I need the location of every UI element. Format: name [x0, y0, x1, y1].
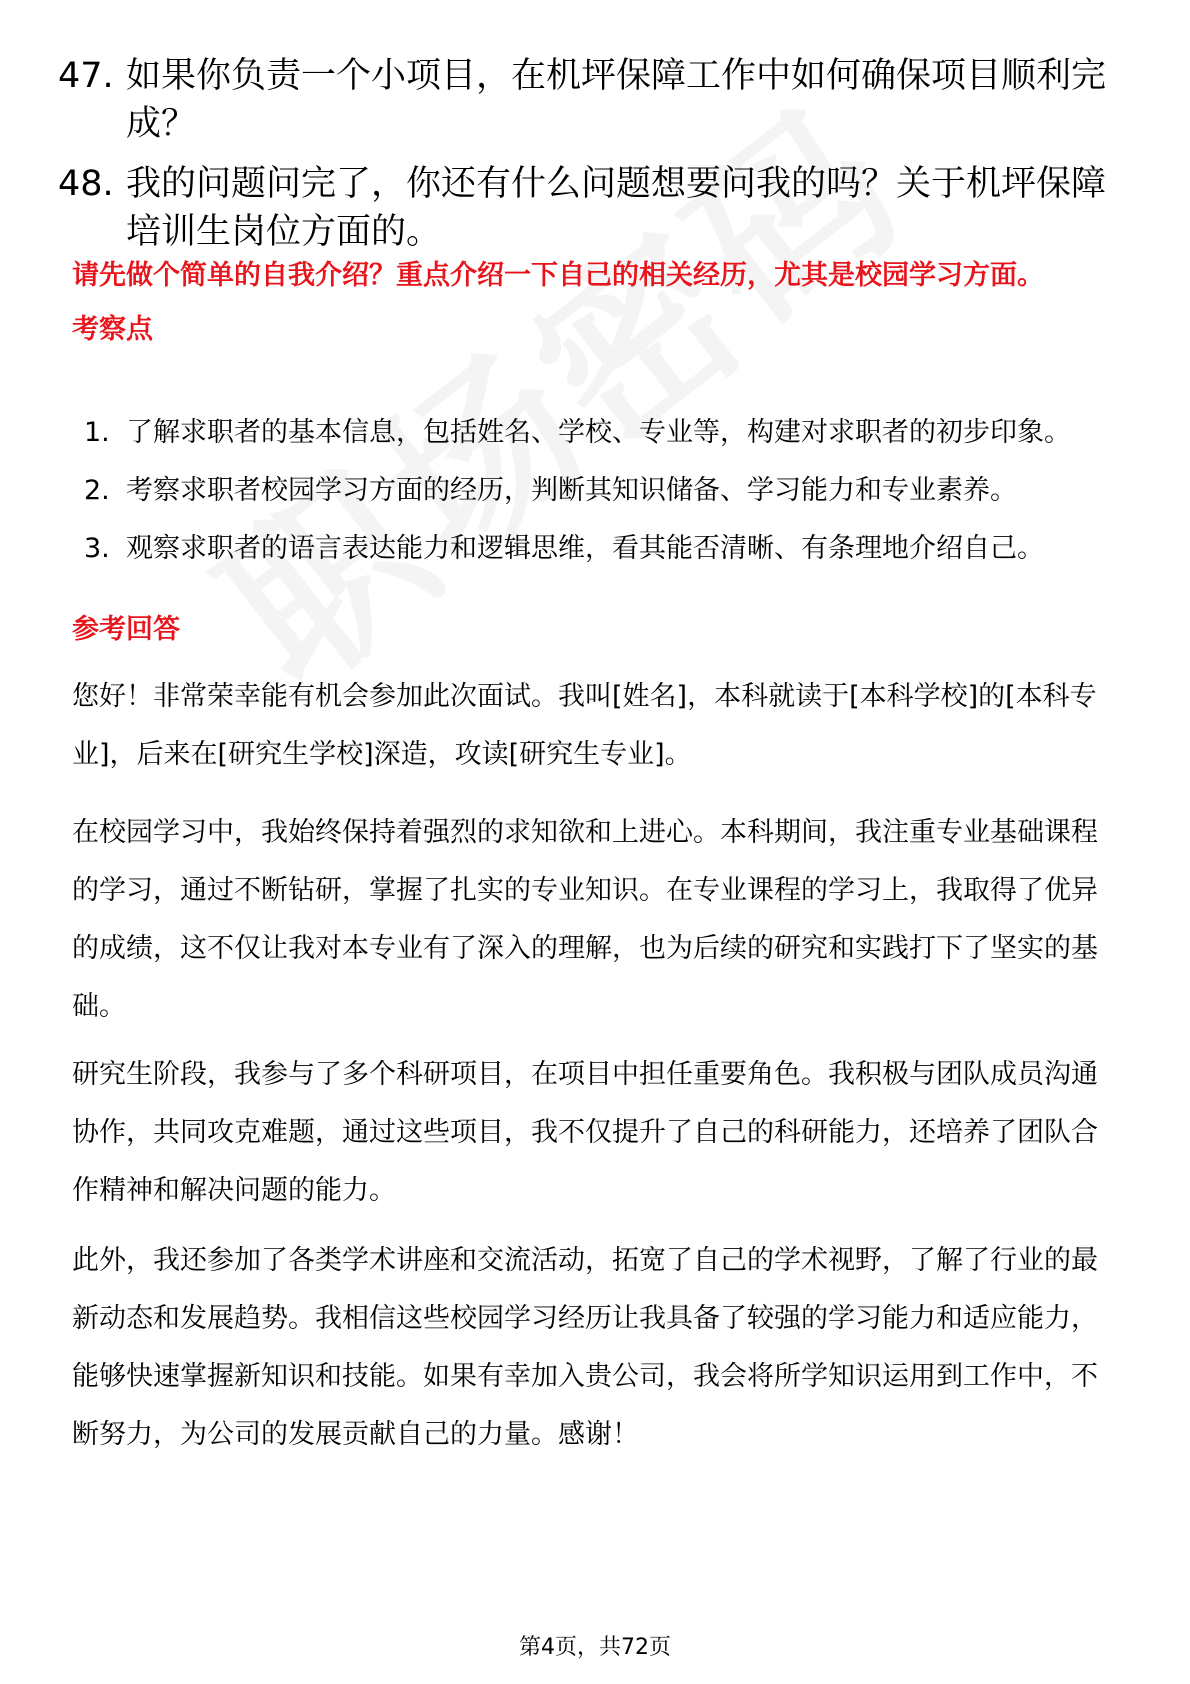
point-item — [84, 462, 1124, 520]
point-item — [84, 520, 1124, 578]
question-text: 如果你负责一个小项目，在机坪保障工作中如何确保项目顺利完成？ — [126, 56, 1107, 144]
point-number: 2. — [84, 475, 110, 506]
point-text: 考察求职者校园学习方面的经历，判断其知识储备、学习能力和专业素养。 — [126, 475, 1017, 506]
page-footer: 第4页，共72页 — [519, 1635, 671, 1660]
section-question-heading: 请先做个简单的自我介绍？重点介绍一下自己的相关经历，尤其是校园学习方面。 — [72, 260, 1044, 291]
answer-paragraph: 您好！非常荣幸能有机会参加此次面试。我叫[姓名]，本科就读于[本科学校]的[本科专业]，后来在[研究生学校]深造，攻读[研究生专业]。 — [72, 681, 1097, 770]
points-title: 考察点 — [72, 314, 153, 345]
question-number: 48. — [58, 164, 114, 204]
point-number: 3. — [84, 533, 110, 564]
question-item — [58, 160, 1118, 256]
answer-paragraph: 研究生阶段，我参与了多个科研项目，在项目中担任重要角色。我积极与团队成员沟通协作，共同攻克难题，通过这些项目，我不仅提升了自己的科研能力，还培养了团队合作精神和解决问题的能力。 — [72, 1059, 1098, 1206]
question-item — [58, 52, 1118, 148]
question-list — [58, 52, 1118, 268]
question-text: 我的问题问完了，你还有什么问题想要问我的吗？关于机坪保障培训生岗位方面的。 — [126, 164, 1107, 252]
point-item — [84, 404, 1124, 462]
answer-paragraph: 此外，我还参加了各类学术讲座和交流活动，拓宽了自己的学术视野，了解了行业的最新动态和发展趋势。我相信这些校园学习经历让我具备了较强的学习能力和适应能力，能够快速掌握新知识和技能。如果有幸加入贵公司，我会将所学知识运用到工作中，不断努力，为公司的发展贡献自己的力量。感谢！ — [72, 1245, 1098, 1450]
answer-paragraph: 在校园学习中，我始终保持着强烈的求知欲和上进心。本科期间，我注重专业基础课程的学习，通过不断钻研，掌握了扎实的专业知识。在专业课程的学习上，我取得了优异的成绩，这不仅让我对本专业有了深入的理解，也为后续的研究和实践打下了坚实的基础。 — [72, 817, 1098, 1022]
points-list — [84, 404, 1124, 578]
point-number: 1. — [84, 417, 110, 448]
point-text: 了解求职者的基本信息，包括姓名、学校、专业等，构建对求职者的初步印象。 — [126, 417, 1071, 448]
point-text: 观察求职者的语言表达能力和逻辑思维，看其能否清晰、有条理地介绍自己。 — [126, 533, 1044, 564]
question-number: 47. — [58, 56, 114, 96]
answer-title: 参考回答 — [72, 614, 180, 645]
